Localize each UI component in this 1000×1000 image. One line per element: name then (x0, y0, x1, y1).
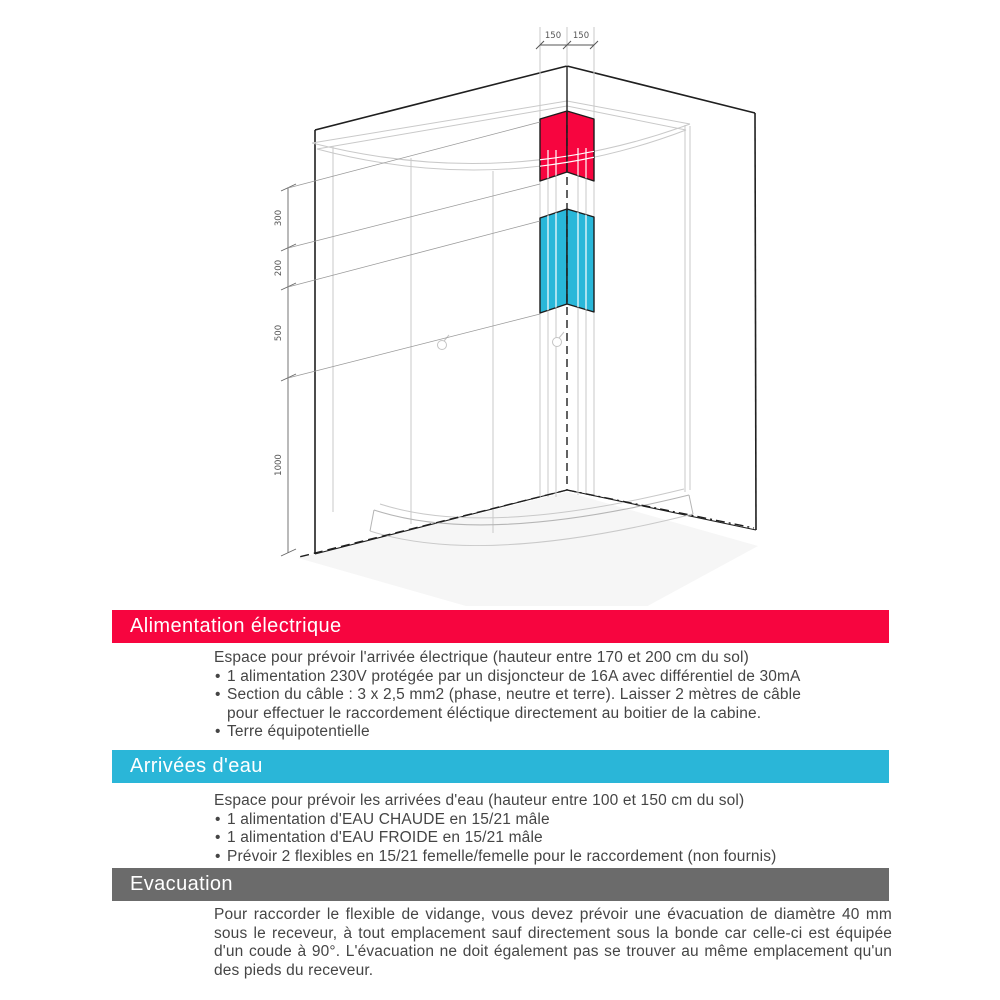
bullet-marker: • (215, 723, 221, 741)
list-item (214, 686, 890, 705)
list-item (214, 848, 890, 867)
bullet-marker: • (215, 667, 221, 685)
water-intro-line: Espace pour prévoir les arrivées d'eau (hauteur entre 100 et 150 cm du sol) (214, 792, 745, 809)
height-dim-500: 500 (274, 324, 284, 342)
bullet-marker: • (215, 686, 221, 704)
electrical-section-title: Alimentation électrique (130, 615, 342, 637)
list-item-text: Terre équipotentielle (227, 723, 370, 741)
evacuation-section-banner (112, 868, 889, 901)
electrical-intro-line: Espace pour prévoir l'arrivée électrique (hauteur entre 170 et 200 cm du sol) (214, 649, 749, 666)
electric-zone-right-face (567, 111, 594, 181)
list-item-text: 1 alimentation d'EAU CHAUDE en 15/21 mâle (227, 810, 550, 828)
list-item (214, 811, 890, 830)
water-section-title: Arrivées d'eau (130, 755, 263, 777)
top-dim-label-right: 150 (572, 31, 590, 41)
door-handle-icons (438, 332, 565, 350)
list-item-text: 1 alimentation d'EAU FROIDE en 15/21 mâle (227, 829, 543, 847)
height-dim-1000: 1000 (274, 454, 284, 476)
bullet-marker: • (215, 810, 221, 828)
zone-overlay-lines (312, 124, 690, 500)
list-item-text: pour effectuer le raccordement éléctique directement au boitier de la cabine. (227, 704, 762, 722)
evacuation-section-body (214, 906, 892, 980)
list-item-text: 1 alimentation 230V protégée par un disjoncteur de 16A avec différentiel de 30mA (227, 667, 801, 685)
water-zone-left-face (540, 209, 567, 313)
top-dim-label-left: 150 (544, 31, 562, 41)
water-section-body (214, 792, 890, 866)
list-item-text: Section du câble : 3 x 2,5 mm2 (phase, neutre et terre). Laisser 2 mètres de câble (227, 686, 802, 704)
water-section-banner (112, 750, 889, 783)
height-dim-200: 200 (274, 259, 284, 277)
bullet-marker: • (215, 829, 221, 847)
electric-zone-left-face (540, 111, 567, 181)
electrical-section-banner (112, 610, 889, 643)
list-item (214, 668, 890, 687)
water-zone-right-face (567, 209, 594, 312)
evacuation-paragraph: Pour raccorder le flexible de vidange, vous devez prévoir une évacuation de diamètre 40 mm sous le receveur, à tout emplacement sauf directement sous la bonde car celle-ci est équipée d'un coude à 90°. L'évacuation ne doit également pas se trouver au même emplacement qu'un des pieds du receveur. (214, 906, 892, 979)
list-item-continuation (214, 705, 890, 724)
height-dim-300: 300 (274, 209, 284, 227)
list-item-text: Prévoir 2 flexibles en 15/21 femelle/femelle pour le raccordement (non fournis) (227, 847, 777, 865)
list-item (214, 723, 890, 742)
evacuation-section-title: Evacuation (130, 873, 233, 895)
list-item (214, 829, 890, 848)
bullet-marker: • (215, 847, 221, 865)
shower-enclosure (312, 27, 690, 533)
electrical-section-body (214, 649, 890, 742)
floor-shadow (298, 492, 758, 606)
